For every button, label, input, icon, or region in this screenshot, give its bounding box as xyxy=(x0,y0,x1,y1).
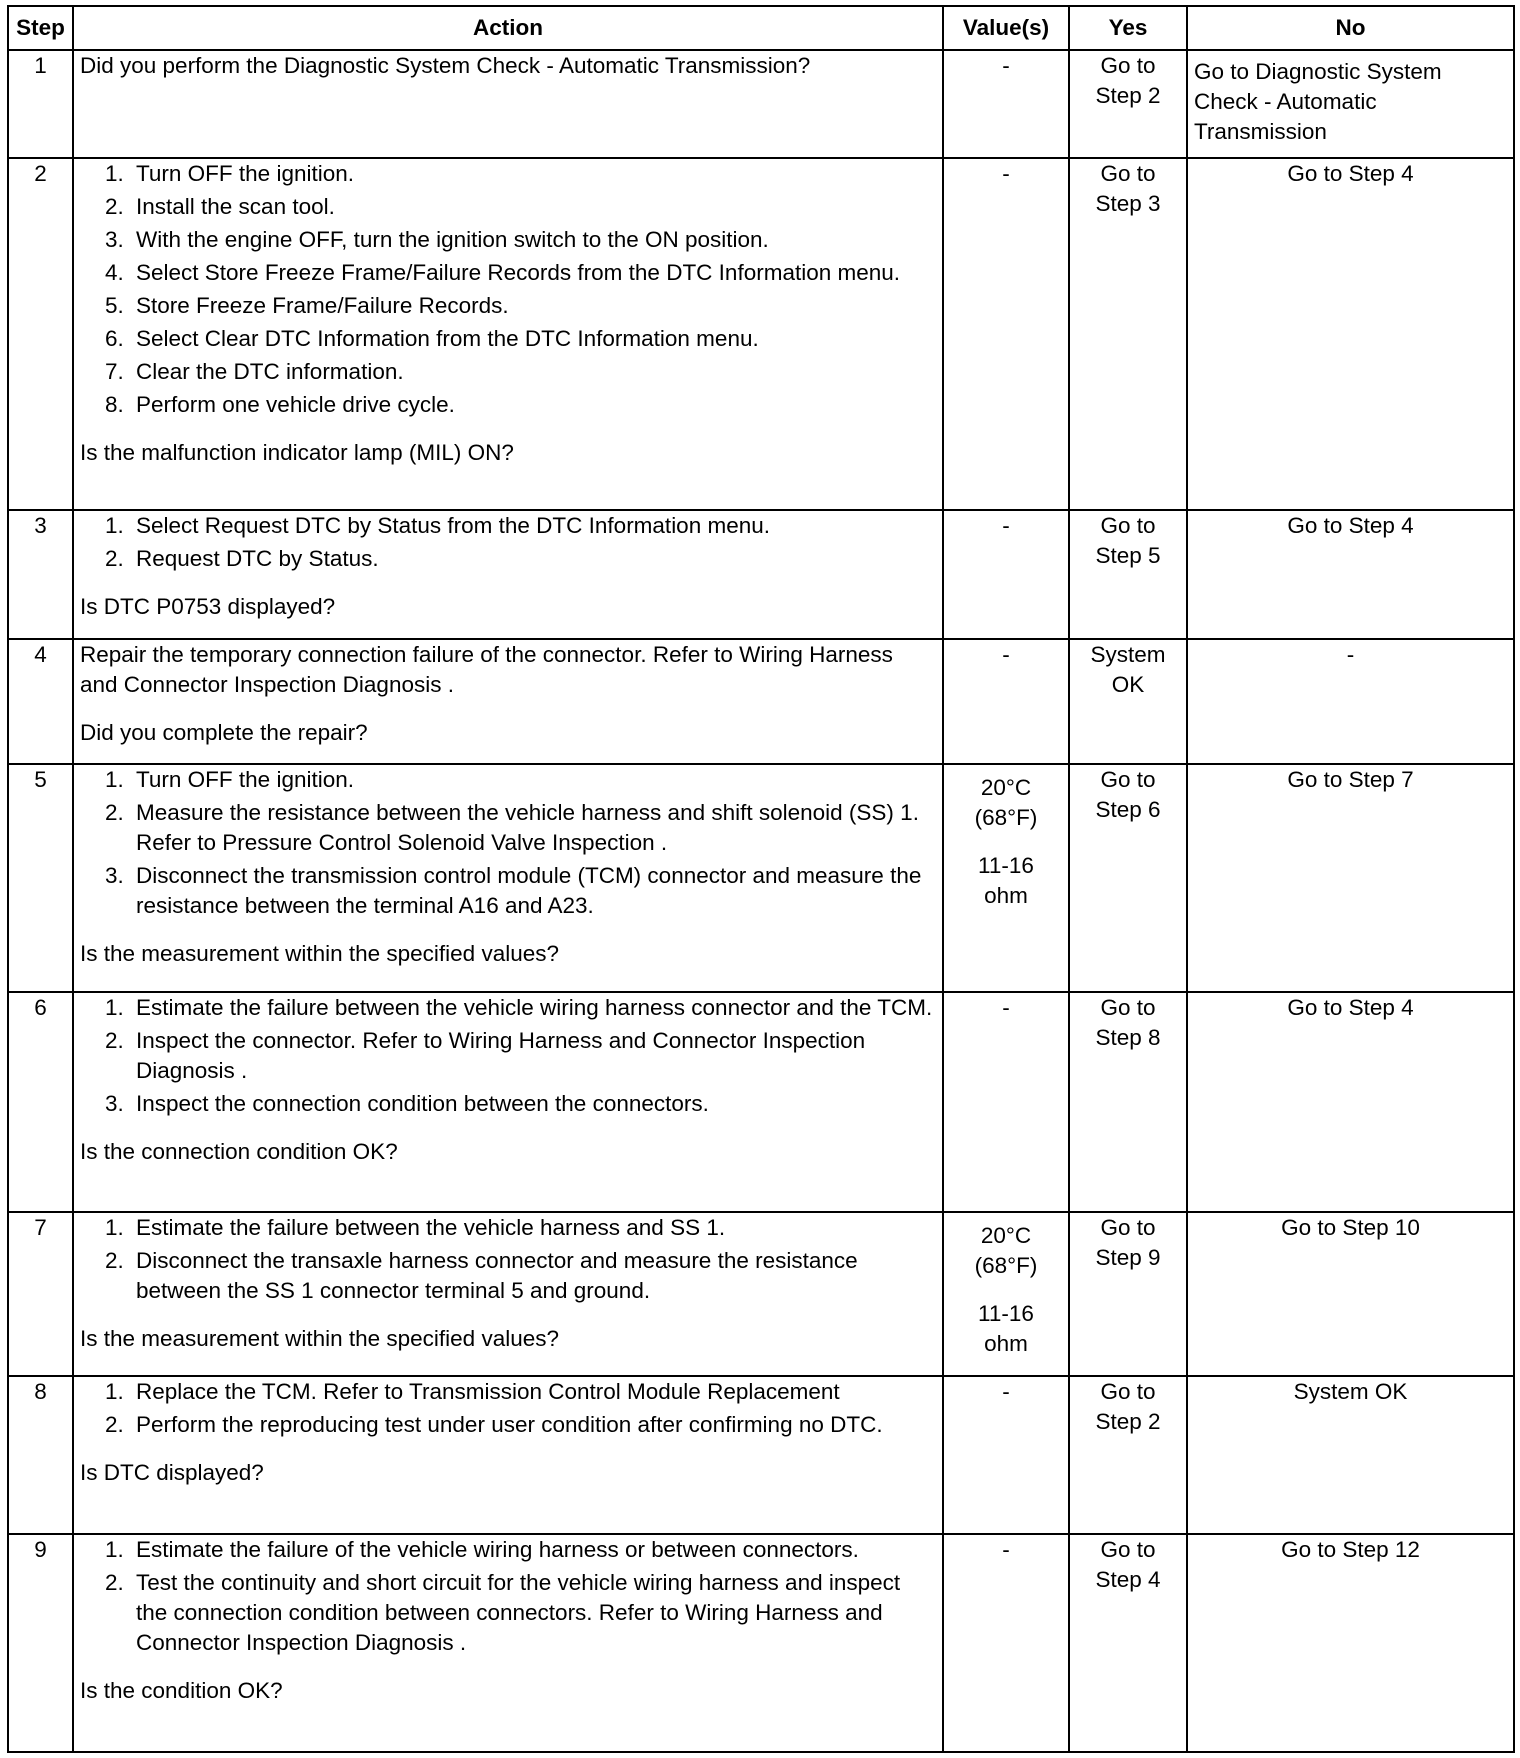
diagnostic-table xyxy=(7,5,1515,1753)
yes-text: Step 8 xyxy=(1095,1025,1161,1051)
header-values: Value(s) xyxy=(943,6,1069,50)
table-row xyxy=(8,992,1514,1212)
no-text: Go to Step 12 xyxy=(1281,1537,1420,1563)
value-text: (68°F) xyxy=(974,805,1038,831)
header-no: No xyxy=(1187,6,1514,50)
action-question: Is the measurement within the specified values? xyxy=(80,1326,560,1352)
yes-text: Step 4 xyxy=(1095,1567,1161,1593)
value-text: (68°F) xyxy=(974,1253,1038,1279)
yes-text: Step 3 xyxy=(1095,191,1161,217)
action-steps-list xyxy=(80,511,936,574)
step-number: 3 xyxy=(8,510,73,639)
yes-text: Step 9 xyxy=(1095,1245,1161,1271)
action-step: 2. Test the continuity and short circuit for the vehicle wiring harness and inspect the connection condition between connectors. Refer to Wiring Harness and Connector Inspection Diagnosis . xyxy=(130,1568,936,1658)
yes-cell xyxy=(1069,992,1187,1212)
no-text: Go to Step 7 xyxy=(1287,767,1414,793)
no-cell xyxy=(1187,764,1514,992)
action-step: 2. Disconnect the transaxle harness connector and measure the resistance between the SS 1 connector terminal 5 and ground. xyxy=(130,1246,936,1306)
action-step: 2. Measure the resistance between the vehicle harness and shift solenoid (SS) 1. Refer to Pressure Control Solenoid Valve Inspection . xyxy=(130,798,936,858)
yes-text: Go to xyxy=(1100,161,1156,187)
action-question: Is the measurement within the specified values? xyxy=(80,941,560,967)
action-step: 6. Select Clear DTC Information from the DTC Information menu. xyxy=(130,324,936,354)
step-number: 4 xyxy=(8,639,73,764)
yes-text: Step 2 xyxy=(1095,1408,1161,1434)
values-cell xyxy=(943,1534,1069,1752)
yes-cell xyxy=(1069,158,1187,510)
yes-cell xyxy=(1069,1376,1187,1534)
step-number: 2 xyxy=(8,158,73,510)
no-cell xyxy=(1187,158,1514,510)
step-number: 8 xyxy=(8,1376,73,1534)
action-step: 1. Turn OFF the ignition. xyxy=(130,159,936,189)
yes-text: Go to xyxy=(1100,1378,1156,1404)
no-text: Go to Step 4 xyxy=(1287,161,1414,187)
action-cell xyxy=(73,1212,943,1376)
no-cell xyxy=(1187,1376,1514,1534)
yes-text: Go to xyxy=(1100,767,1156,793)
value-text: - xyxy=(1002,1537,1010,1563)
no-text: Go to Step 4 xyxy=(1287,995,1414,1021)
action-cell xyxy=(73,1534,943,1752)
no-cell xyxy=(1187,1212,1514,1376)
action-step: 8. Perform one vehicle drive cycle. xyxy=(130,390,936,420)
action-step: 4. Select Store Freeze Frame/Failure Records from the DTC Information menu. xyxy=(130,258,936,288)
yes-cell xyxy=(1069,1534,1187,1752)
value-text: ohm xyxy=(984,883,1028,909)
action-intro: Did you perform the Diagnostic System Check - Automatic Transmission? xyxy=(80,53,811,78)
table-row xyxy=(8,158,1514,510)
action-question: Did you complete the repair? xyxy=(80,720,368,746)
yes-text: System xyxy=(1090,642,1166,668)
action-question: Is the condition OK? xyxy=(80,1678,283,1704)
values-gap xyxy=(950,1281,1062,1299)
no-text: Check - Automatic xyxy=(1194,89,1377,114)
action-question: Is the connection condition OK? xyxy=(80,1139,398,1165)
values-cell xyxy=(943,1212,1069,1376)
values-cell xyxy=(943,764,1069,992)
no-text: System OK xyxy=(1293,1378,1408,1404)
header-yes: Yes xyxy=(1069,6,1187,50)
action-step: 2. Perform the reproducing test under user condition after confirming no DTC. xyxy=(130,1410,936,1440)
yes-text: Go to xyxy=(1100,53,1156,78)
no-cell xyxy=(1187,50,1514,158)
no-cell xyxy=(1187,639,1514,764)
values-cell xyxy=(943,158,1069,510)
no-cell xyxy=(1187,510,1514,639)
value-text: 20°C xyxy=(980,1223,1032,1249)
action-steps-list xyxy=(80,993,936,1119)
action-step: 2. Inspect the connector. Refer to Wiring Harness and Connector Inspection Diagnosis . xyxy=(130,1026,936,1086)
action-steps-list xyxy=(80,1213,936,1306)
value-text: - xyxy=(1002,642,1010,668)
yes-text: OK xyxy=(1111,672,1145,698)
step-number: 9 xyxy=(8,1534,73,1752)
action-step: 1. Replace the TCM. Refer to Transmission Control Module Replacement xyxy=(130,1377,936,1407)
yes-text: Go to xyxy=(1100,1537,1156,1563)
action-step: 2. Install the scan tool. xyxy=(130,192,936,222)
value-text: 20°C xyxy=(980,775,1032,801)
action-step: 3. With the engine OFF, turn the ignition switch to the ON position. xyxy=(130,225,936,255)
values-cell xyxy=(943,639,1069,764)
action-steps-list xyxy=(80,765,936,921)
header-action: Action xyxy=(73,6,943,50)
yes-cell xyxy=(1069,510,1187,639)
yes-cell xyxy=(1069,1212,1187,1376)
table-row xyxy=(8,1534,1514,1752)
action-step: 1. Select Request DTC by Status from the DTC Information menu. xyxy=(130,511,936,541)
step-number: 1 xyxy=(8,50,73,158)
values-gap xyxy=(950,833,1062,851)
table-row xyxy=(8,50,1514,158)
no-cell xyxy=(1187,1534,1514,1752)
yes-cell xyxy=(1069,50,1187,158)
no-text: - xyxy=(1346,642,1355,668)
yes-text: Step 6 xyxy=(1095,797,1161,823)
action-steps-list xyxy=(80,159,936,420)
action-step: 5. Store Freeze Frame/Failure Records. xyxy=(130,291,936,321)
no-cell xyxy=(1187,992,1514,1212)
yes-text: Go to xyxy=(1100,995,1156,1021)
action-steps-list xyxy=(80,1535,936,1658)
value-text: - xyxy=(1002,161,1010,187)
value-text: 11-16 xyxy=(978,1301,1034,1327)
table-row xyxy=(8,1212,1514,1376)
values-cell xyxy=(943,510,1069,639)
action-step: 1. Turn OFF the ignition. xyxy=(130,765,936,795)
no-text: Go to Step 10 xyxy=(1281,1215,1420,1241)
step-number: 7 xyxy=(8,1212,73,1376)
no-text: Go to Diagnostic System xyxy=(1194,59,1442,84)
header-step: Step xyxy=(8,6,73,50)
step-number: 5 xyxy=(8,764,73,992)
value-text: - xyxy=(1002,513,1010,539)
yes-text: Step 5 xyxy=(1095,543,1161,569)
action-question: Is DTC P0753 displayed? xyxy=(80,594,336,620)
action-cell xyxy=(73,1376,943,1534)
yes-text: Go to xyxy=(1100,513,1156,539)
action-cell xyxy=(73,764,943,992)
table-row xyxy=(8,510,1514,639)
table-row xyxy=(8,764,1514,992)
yes-cell xyxy=(1069,639,1187,764)
no-text: Go to Step 4 xyxy=(1287,513,1414,539)
action-step: 7. Clear the DTC information. xyxy=(130,357,936,387)
action-step: 2. Request DTC by Status. xyxy=(130,544,936,574)
value-text: 11-16 xyxy=(978,853,1034,879)
yes-text: Step 2 xyxy=(1095,83,1161,108)
value-text: ohm xyxy=(984,1331,1028,1357)
action-step: 3. Disconnect the transmission control module (TCM) connector and measure the resistance between the terminal A16 and A23. xyxy=(130,861,936,921)
no-text: Transmission xyxy=(1194,119,1327,144)
action-intro: Repair the temporary connection failure of the connector. Refer to Wiring Harness and Connector Inspection Diagnosis . xyxy=(80,642,893,698)
yes-text: Go to xyxy=(1100,1215,1156,1241)
values-cell xyxy=(943,992,1069,1212)
action-cell xyxy=(73,510,943,639)
value-text: - xyxy=(1002,1378,1010,1404)
action-step: 3. Inspect the connection condition between the connectors. xyxy=(130,1089,936,1119)
yes-cell xyxy=(1069,764,1187,992)
action-step: 1. Estimate the failure of the vehicle wiring harness or between connectors. xyxy=(130,1535,936,1565)
action-step: 1. Estimate the failure between the vehicle wiring harness connector and the TCM. xyxy=(130,993,936,1023)
table-row xyxy=(8,639,1514,764)
value-text: - xyxy=(1002,53,1010,78)
action-cell xyxy=(73,639,943,764)
values-cell xyxy=(943,1376,1069,1534)
values-cell xyxy=(943,50,1069,158)
step-number: 6 xyxy=(8,992,73,1212)
action-cell xyxy=(73,992,943,1212)
action-question: Is the malfunction indicator lamp (MIL) ON? xyxy=(80,440,514,466)
action-cell xyxy=(73,50,943,158)
value-text: - xyxy=(1002,995,1010,1021)
action-cell xyxy=(73,158,943,510)
table-row xyxy=(8,1376,1514,1534)
action-steps-list xyxy=(80,1377,936,1440)
action-step: 1. Estimate the failure between the vehicle harness and SS 1. xyxy=(130,1213,936,1243)
header-row xyxy=(8,6,1514,50)
action-question: Is DTC displayed? xyxy=(80,1459,264,1485)
